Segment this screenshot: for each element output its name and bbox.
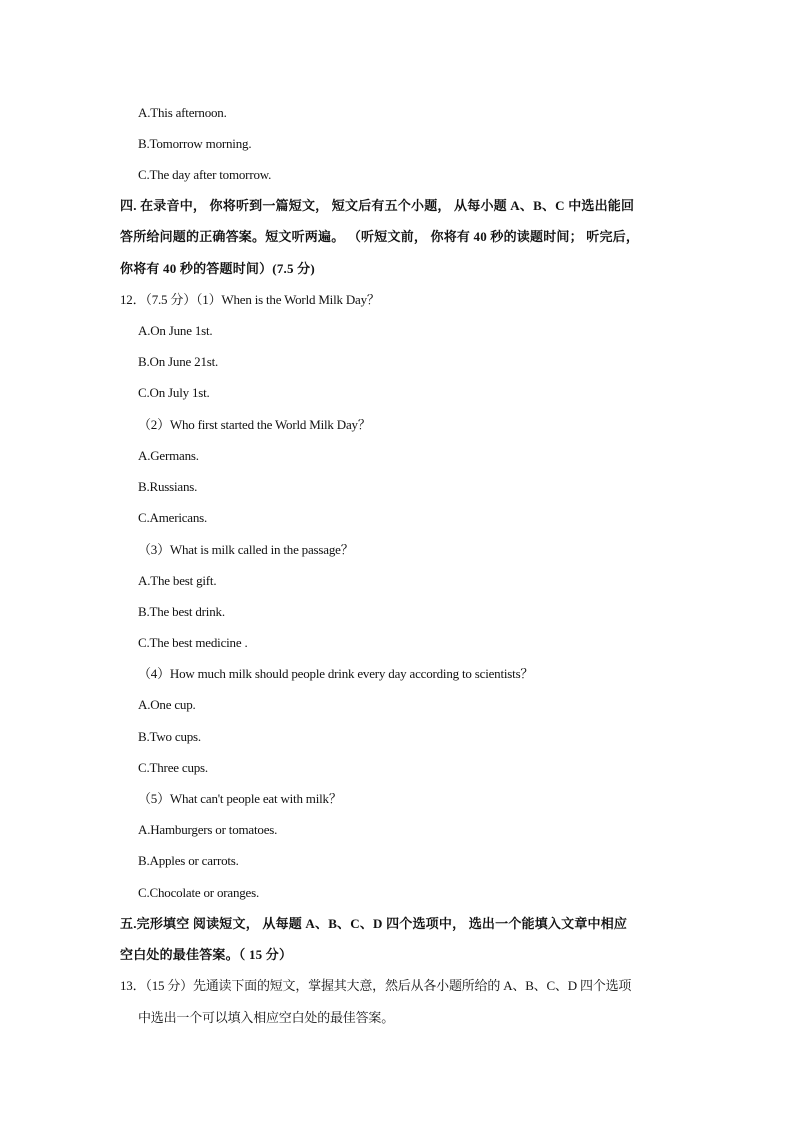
q11-option-b: B.Tomorrow morning.: [138, 136, 252, 151]
section5-instruction-line1: 五.完形填空 阅读短文， 从每题 A、B、C、D 四个选项中， 选出一个能填入文章中相应: [120, 916, 628, 931]
q12-1-option-b: B.On June 21st.: [138, 354, 219, 369]
q12-2-option-c: C.Americans.: [138, 510, 208, 525]
section4-instruction-line2: 答所给问题的正确答案。短文听两遍。 （听短文前， 你将有 40 秒的读题时间； 听完后，: [120, 229, 640, 244]
q13-instruction-line1: 13．（15 分）先通读下面的短文，掌握其大意，然后从各小题所给的 A、B、C、D 四个选项: [120, 978, 632, 993]
q12-2-question: （2）Who first started the World Milk Day？: [138, 417, 371, 432]
q12-header: 12．（7.5 分）（1）When is the World Milk Day？: [120, 292, 380, 307]
section4-instruction-line3: 你将有 40 秒的答题时间）(7.5 分): [120, 261, 315, 276]
q12-5-question: （5）What can't people eat with milk？: [138, 791, 342, 806]
q12-5-option-a: A.Hamburgers or tomatoes.: [138, 822, 278, 837]
q11-option-c: C.The day after tomorrow.: [138, 167, 272, 182]
q12-4-question: （4）How much milk should people drink every day according to scientists？: [138, 666, 534, 681]
q13-instruction-line2: 中选出一个可以填入相应空白处的最佳答案。: [138, 1010, 395, 1025]
q12-4-option-c: C.Three cups.: [138, 760, 208, 775]
q12-1-option-a: A.On June 1st.: [138, 323, 213, 338]
q12-5-option-b: B.Apples or carrots.: [138, 853, 239, 868]
q12-4-option-a: A.One cup.: [138, 697, 196, 712]
q12-2-option-a: A.Germans.: [138, 448, 199, 463]
q12-3-option-b: B.The best drink.: [138, 604, 225, 619]
q12-5-option-c: C.Chocolate or oranges.: [138, 885, 260, 900]
section4-instruction-line1: 四. 在录音中， 你将听到一篇短文， 短文后有五个小题， 从每小题 A、B、C 中选出能回: [120, 198, 635, 213]
q12-2-option-b: B.Russians.: [138, 479, 198, 494]
q12-3-option-a: A.The best gift.: [138, 573, 217, 588]
section5-instruction-line2: 空白处的最佳答案。（ 15 分）: [120, 947, 293, 962]
q12-3-question: （3）What is milk called in the passage？: [138, 542, 354, 557]
q12-1-option-c: C.On July 1st.: [138, 385, 210, 400]
q12-3-option-c: C.The best medicine .: [138, 635, 248, 650]
q11-option-a: A.This afternoon.: [138, 105, 227, 120]
q12-4-option-b: B.Two cups.: [138, 729, 201, 744]
